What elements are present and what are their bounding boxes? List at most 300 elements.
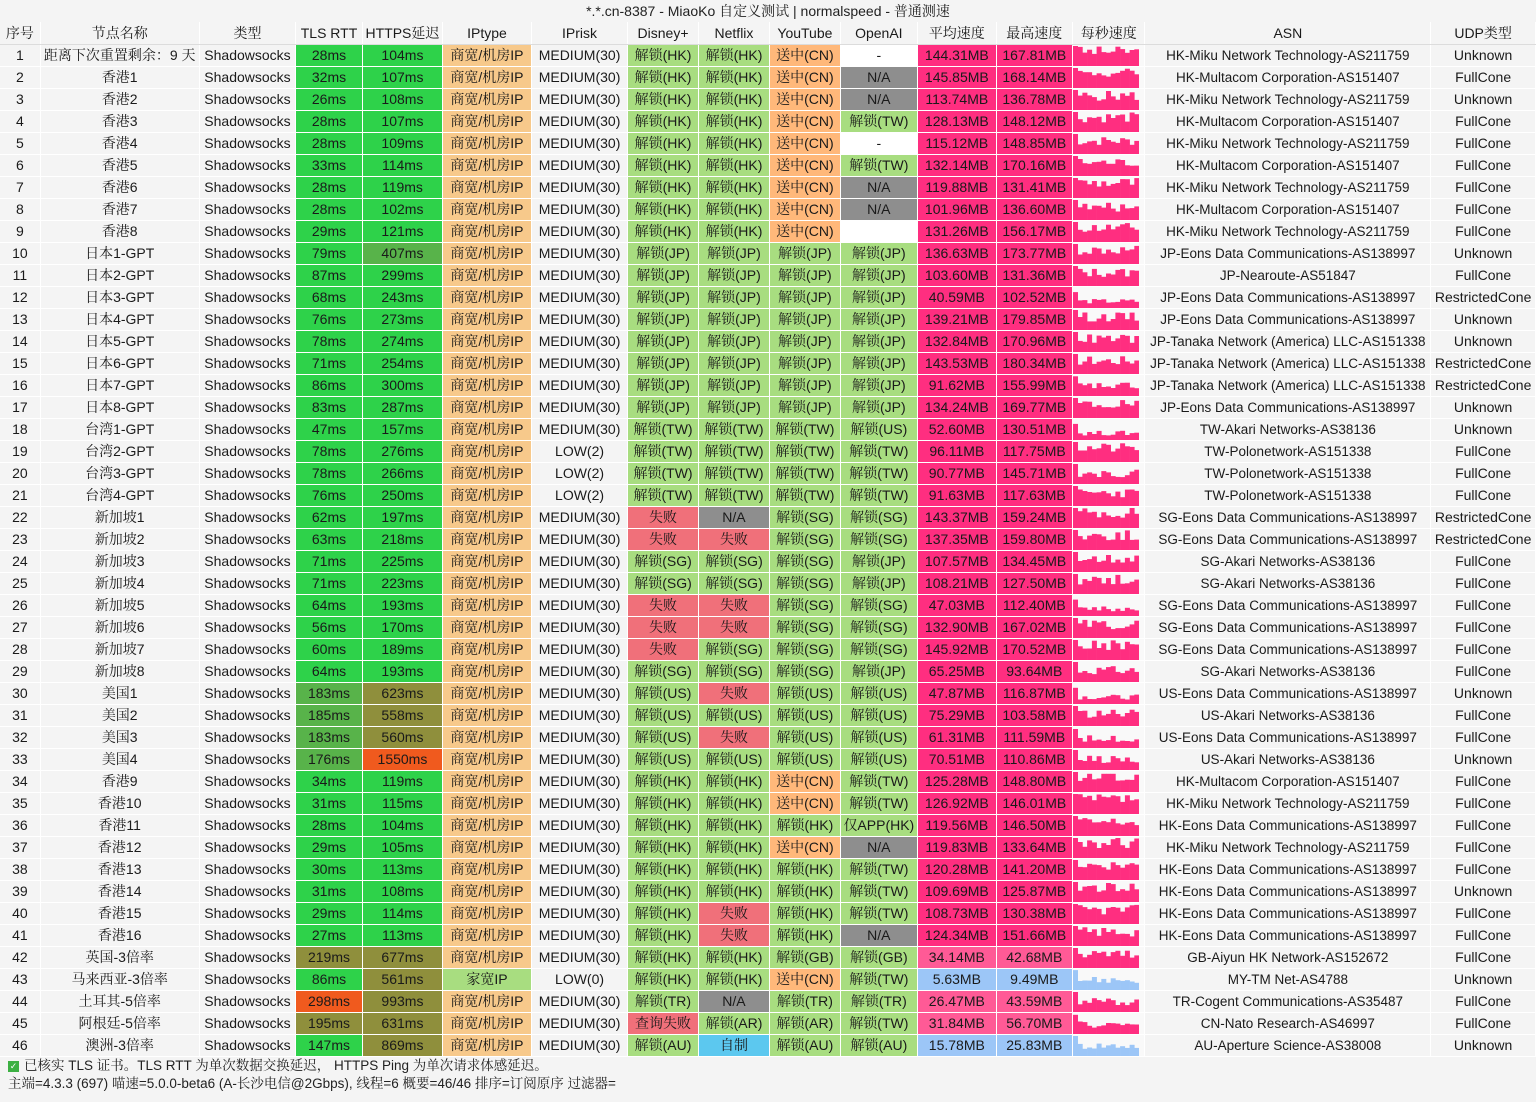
spark-bar: [1097, 534, 1102, 550]
col-per-second: 每秒速度: [1073, 22, 1145, 45]
spark-bar: [1101, 443, 1106, 461]
cell-index: 30: [0, 683, 40, 705]
cell-per-second-speed: [1073, 881, 1145, 903]
cell-udp-type: FullCone: [1431, 265, 1536, 287]
cell-node-type: Shadowsocks: [199, 771, 296, 793]
cell-iprisk: MEDIUM(30): [531, 683, 628, 705]
cell-https-delay: 560ms: [362, 727, 442, 749]
cell-node-type: Shadowsocks: [199, 441, 296, 463]
cell-tls-rtt: 68ms: [296, 287, 362, 309]
cell-node-type: Shadowsocks: [199, 155, 296, 177]
spark-bar: [1120, 562, 1125, 572]
cell-netflix-status: 解锁(HK): [698, 881, 769, 903]
spark-bar: [1130, 489, 1135, 506]
cell-max-speed: 159.80MB: [996, 529, 1072, 551]
cell-avg-speed: 119.83MB: [918, 837, 996, 859]
spark-bar: [1125, 404, 1130, 418]
cell-max-speed: 180.34MB: [996, 353, 1072, 375]
cell-youtube-status: 解锁(JP): [770, 265, 840, 287]
cell-disney-status: 解锁(HK): [628, 947, 698, 969]
spark-bar: [1125, 847, 1130, 857]
spark-bar: [1092, 75, 1097, 88]
cell-iptype: 商宽/机房IP: [443, 353, 532, 375]
cell-node-type: Shadowsocks: [199, 705, 296, 727]
speed-sparkline: [1073, 772, 1139, 792]
cell-disney-status: 解锁(HK): [628, 45, 698, 67]
cell-https-delay: 273ms: [362, 309, 442, 331]
cell-youtube-status: 解锁(HK): [770, 903, 840, 925]
spark-bar: [1082, 312, 1087, 330]
spark-bar: [1130, 50, 1135, 66]
spark-bar: [1082, 741, 1087, 747]
cell-avg-speed: 128.13MB: [918, 111, 996, 133]
cell-disney-status: 解锁(HK): [628, 111, 698, 133]
spark-bar: [1082, 619, 1087, 637]
cell-udp-type: RestrictedCone: [1431, 287, 1536, 309]
spark-bar: [1073, 772, 1078, 792]
cell-asn: HK-Miku Network Technology-AS211759: [1145, 133, 1431, 155]
spark-bar: [1115, 532, 1120, 550]
spark-bar: [1087, 609, 1092, 615]
table-row: [0, 199, 1536, 221]
cell-asn: US-Akari Networks-AS38136: [1145, 749, 1431, 771]
speed-sparkline: [1073, 816, 1139, 836]
cell-tls-rtt: 83ms: [296, 397, 362, 419]
cell-iprisk: MEDIUM(30): [531, 353, 628, 375]
spark-bar: [1115, 253, 1120, 264]
spark-bar: [1092, 699, 1097, 704]
cell-iptype: 商宽/机房IP: [443, 463, 532, 485]
spark-bar: [1134, 762, 1139, 770]
cell-avg-speed: 126.92MB: [918, 793, 996, 815]
spark-bar: [1120, 443, 1125, 462]
cell-disney-status: 解锁(TW): [628, 419, 698, 441]
spark-bar: [1082, 122, 1087, 132]
spark-bar: [1101, 160, 1106, 175]
spark-bar: [1111, 795, 1116, 814]
cell-tls-rtt: 64ms: [296, 661, 362, 683]
cell-https-delay: 561ms: [362, 969, 442, 991]
spark-bar: [1092, 977, 1097, 990]
cell-max-speed: 146.01MB: [996, 793, 1072, 815]
spark-bar: [1097, 778, 1102, 792]
cell-youtube-status: 送中(CN): [770, 45, 840, 67]
spark-bar: [1125, 980, 1130, 990]
cell-node-name: 香港10: [40, 793, 199, 815]
spark-bar: [1078, 866, 1083, 879]
cell-per-second-speed: [1073, 375, 1145, 397]
spark-bar: [1087, 432, 1092, 440]
spark-bar: [1073, 552, 1078, 572]
cell-max-speed: 42.68MB: [996, 947, 1072, 969]
cell-https-delay: 631ms: [362, 1013, 442, 1035]
cell-tls-rtt: 30ms: [296, 859, 362, 881]
cell-https-delay: 623ms: [362, 683, 442, 705]
cell-avg-speed: 115.12MB: [918, 133, 996, 155]
spark-bar: [1111, 252, 1116, 264]
spark-bar: [1125, 583, 1130, 594]
speedtest-table: [0, 22, 1536, 1057]
spark-bar: [1073, 442, 1078, 462]
spark-bar: [1125, 713, 1130, 726]
spark-bar: [1115, 99, 1120, 109]
cell-tls-rtt: 176ms: [296, 749, 362, 771]
cell-node-type: Shadowsocks: [199, 595, 296, 617]
table-row: [0, 287, 1536, 309]
spark-bar: [1092, 205, 1097, 219]
speed-sparkline: [1073, 926, 1139, 946]
cell-iptype: 商宽/机房IP: [443, 837, 532, 859]
cell-node-type: Shadowsocks: [199, 529, 296, 551]
cell-udp-type: FullCone: [1431, 463, 1536, 485]
spark-bar: [1115, 72, 1120, 87]
cell-max-speed: 131.41MB: [996, 177, 1072, 199]
spark-bar: [1125, 670, 1130, 681]
spark-bar: [1101, 1047, 1106, 1055]
cell-index: 16: [0, 375, 40, 397]
spark-bar: [1073, 398, 1078, 418]
cell-per-second-speed: [1073, 155, 1145, 177]
spark-bar: [1134, 620, 1139, 637]
cell-openai-status: 解锁(JP): [840, 331, 917, 353]
cell-index: 36: [0, 815, 40, 837]
spark-bar: [1101, 122, 1106, 132]
spark-bar: [1092, 716, 1097, 725]
cell-max-speed: 134.45MB: [996, 551, 1072, 573]
spark-bar: [1130, 561, 1135, 572]
speed-sparkline: [1073, 112, 1139, 132]
spark-bar: [1111, 434, 1116, 439]
cell-node-type: Shadowsocks: [199, 309, 296, 331]
cell-tls-rtt: 71ms: [296, 573, 362, 595]
cell-iptype: 商宽/机房IP: [443, 947, 532, 969]
spark-bar: [1092, 473, 1097, 483]
spark-bar: [1097, 822, 1102, 836]
spark-bar: [1111, 208, 1116, 219]
cell-netflix-status: 失败: [698, 925, 769, 947]
cell-youtube-status: 送中(CN): [770, 89, 840, 111]
spark-bar: [1125, 607, 1130, 615]
spark-bar: [1125, 864, 1130, 879]
spark-bar: [1111, 584, 1116, 594]
cell-tls-rtt: 195ms: [296, 1013, 362, 1035]
spark-bar: [1087, 954, 1092, 967]
cell-index: 17: [0, 397, 40, 419]
cell-per-second-speed: [1073, 793, 1145, 815]
cell-iptype: 家宽IP: [443, 969, 532, 991]
cell-disney-status: 解锁(JP): [628, 243, 698, 265]
cell-openai-status: 解锁(JP): [840, 353, 917, 375]
cell-https-delay: 102ms: [362, 199, 442, 221]
cell-per-second-speed: [1073, 441, 1145, 463]
cell-netflix-status: 解锁(HK): [698, 837, 769, 859]
spark-bar: [1120, 382, 1125, 395]
cell-max-speed: 136.60MB: [996, 199, 1072, 221]
cell-tls-rtt: 86ms: [296, 375, 362, 397]
speed-sparkline: [1073, 882, 1139, 902]
cell-avg-speed: 143.53MB: [918, 353, 996, 375]
spark-bar: [1125, 626, 1130, 637]
cell-iptype: 商宽/机房IP: [443, 529, 532, 551]
cell-iprisk: MEDIUM(30): [531, 221, 628, 243]
spark-bar: [1115, 643, 1120, 660]
spark-bar: [1073, 156, 1078, 176]
cell-https-delay: 157ms: [362, 419, 442, 441]
spark-bar: [1087, 117, 1092, 132]
cell-max-speed: 111.59MB: [996, 727, 1072, 749]
spark-bar: [1097, 848, 1102, 858]
cell-youtube-status: 解锁(GB): [770, 947, 840, 969]
cell-netflix-status: 解锁(JP): [698, 243, 769, 265]
spark-bar: [1078, 95, 1083, 109]
spark-bar: [1073, 530, 1078, 550]
spark-bar: [1130, 208, 1135, 220]
spark-bar: [1082, 560, 1087, 572]
spark-bar: [1111, 118, 1116, 132]
cell-youtube-status: 解锁(SG): [770, 573, 840, 595]
spark-bar: [1078, 511, 1083, 528]
cell-youtube-status: 解锁(HK): [770, 859, 840, 881]
cell-udp-type: FullCone: [1431, 991, 1536, 1013]
cell-max-speed: 148.85MB: [996, 133, 1072, 155]
speed-sparkline: [1073, 244, 1139, 264]
spark-bar: [1101, 75, 1106, 88]
cell-https-delay: 218ms: [362, 529, 442, 551]
spark-bar: [1115, 796, 1120, 814]
cell-iprisk: MEDIUM(30): [531, 133, 628, 155]
spark-bar: [1082, 927, 1087, 946]
cell-avg-speed: 91.62MB: [918, 375, 996, 397]
cell-udp-type: FullCone: [1431, 837, 1536, 859]
spark-bar: [1106, 822, 1111, 836]
cell-node-name: 阿根廷-5倍率: [40, 1013, 199, 1035]
table-row: [0, 485, 1536, 507]
cell-disney-status: 解锁(HK): [628, 793, 698, 815]
spark-bar: [1111, 388, 1116, 396]
spark-bar: [1106, 762, 1111, 770]
cell-per-second-speed: [1073, 991, 1145, 1013]
cell-iptype: 商宽/机房IP: [443, 265, 532, 287]
cell-udp-type: Unknown: [1431, 243, 1536, 265]
speed-sparkline: [1073, 1014, 1139, 1034]
cell-index: 4: [0, 111, 40, 133]
cell-netflix-status: N/A: [698, 991, 769, 1013]
spark-bar: [1120, 70, 1125, 87]
cell-index: 22: [0, 507, 40, 529]
cell-disney-status: 失败: [628, 617, 698, 639]
cell-index: 33: [0, 749, 40, 771]
cell-iprisk: MEDIUM(30): [531, 397, 628, 419]
cell-netflix-status: 解锁(HK): [698, 155, 769, 177]
cell-youtube-status: 送中(CN): [770, 133, 840, 155]
cell-index: 31: [0, 705, 40, 727]
cell-udp-type: FullCone: [1431, 67, 1536, 89]
spark-bar: [1087, 735, 1092, 748]
cell-max-speed: 25.83MB: [996, 1035, 1072, 1057]
cell-iprisk: MEDIUM(30): [531, 859, 628, 881]
spark-bar: [1120, 477, 1125, 484]
cell-iprisk: MEDIUM(30): [531, 331, 628, 353]
spark-bar: [1130, 841, 1135, 858]
spark-bar: [1134, 320, 1139, 329]
spark-bar: [1082, 907, 1087, 924]
spark-bar: [1111, 1023, 1116, 1034]
spark-bar: [1073, 222, 1078, 242]
cell-iprisk: MEDIUM(30): [531, 45, 628, 67]
cell-node-type: Shadowsocks: [199, 177, 296, 199]
speed-sparkline: [1073, 156, 1139, 176]
spark-bar: [1106, 202, 1111, 219]
speed-sparkline: [1073, 442, 1139, 462]
cell-index: 43: [0, 969, 40, 991]
cell-disney-status: 解锁(HK): [628, 903, 698, 925]
cell-node-type: Shadowsocks: [199, 749, 296, 771]
cell-avg-speed: 40.59MB: [918, 287, 996, 309]
spark-bar: [1106, 273, 1111, 286]
spark-bar: [1130, 936, 1135, 946]
speed-sparkline: [1073, 552, 1139, 572]
cell-max-speed: 170.52MB: [996, 639, 1072, 661]
spark-bar: [1106, 555, 1111, 572]
spark-bar: [1115, 823, 1120, 836]
cell-avg-speed: 137.35MB: [918, 529, 996, 551]
cell-max-speed: 170.16MB: [996, 155, 1072, 177]
spark-bar: [1078, 536, 1083, 550]
cell-openai-status: 解锁(TW): [840, 441, 917, 463]
cell-udp-type: RestrictedCone: [1431, 375, 1536, 397]
speed-sparkline: [1073, 68, 1139, 88]
spark-bar: [1082, 1000, 1087, 1011]
cell-iprisk: MEDIUM(30): [531, 1035, 628, 1057]
spark-bar: [1092, 363, 1097, 373]
spark-bar: [1106, 649, 1111, 659]
cell-disney-status: 解锁(HK): [628, 155, 698, 177]
cell-youtube-status: 解锁(HK): [770, 881, 840, 903]
spark-bar: [1097, 517, 1102, 528]
spark-bar: [1106, 609, 1111, 616]
spark-bar: [1082, 180, 1087, 197]
spark-bar: [1115, 226, 1120, 242]
cell-netflix-status: 自制: [698, 1035, 769, 1057]
cell-index: 6: [0, 155, 40, 177]
table-row: [0, 529, 1536, 551]
cell-iprisk: LOW(2): [531, 485, 628, 507]
cell-https-delay: 170ms: [362, 617, 442, 639]
cell-disney-status: 解锁(HK): [628, 67, 698, 89]
spark-bar: [1134, 774, 1139, 791]
spark-bar: [1134, 694, 1139, 703]
cell-per-second-speed: [1073, 463, 1145, 485]
cell-youtube-status: 解锁(JP): [770, 397, 840, 419]
spark-bar: [1101, 951, 1106, 967]
spark-bar: [1087, 383, 1092, 396]
spark-bar: [1115, 891, 1120, 902]
cell-tls-rtt: 185ms: [296, 705, 362, 727]
spark-bar: [1097, 186, 1102, 198]
cell-netflix-status: 解锁(HK): [698, 859, 769, 881]
cell-openai-status: 解锁(SG): [840, 507, 917, 529]
cell-https-delay: 104ms: [362, 45, 442, 67]
spark-bar: [1134, 360, 1139, 374]
cell-youtube-status: 解锁(SG): [770, 507, 840, 529]
cell-netflix-status: 解锁(SG): [698, 573, 769, 595]
table-row: [0, 573, 1536, 595]
spark-bar: [1087, 535, 1092, 549]
cell-index: 3: [0, 89, 40, 111]
cell-index: 18: [0, 419, 40, 441]
spark-bar: [1115, 384, 1120, 395]
cell-tls-rtt: 34ms: [296, 771, 362, 793]
cell-asn: HK-Eons Data Communications-AS138997: [1145, 815, 1431, 837]
cell-disney-status: 解锁(HK): [628, 925, 698, 947]
cell-per-second-speed: [1073, 111, 1145, 133]
cell-asn: JP-Eons Data Communications-AS138997: [1145, 397, 1431, 419]
speed-sparkline: [1073, 706, 1139, 726]
speed-sparkline: [1073, 970, 1139, 990]
cell-index: 39: [0, 881, 40, 903]
spark-bar: [1130, 270, 1135, 286]
cell-udp-type: FullCone: [1431, 903, 1536, 925]
spark-bar: [1134, 301, 1139, 307]
spark-bar: [1115, 491, 1120, 505]
cell-per-second-speed: [1073, 947, 1145, 969]
spark-bar: [1082, 163, 1087, 176]
table-row: [0, 463, 1536, 485]
cell-iptype: 商宽/机房IP: [443, 551, 532, 573]
cell-avg-speed: 34.14MB: [918, 947, 996, 969]
spark-bar: [1130, 342, 1135, 351]
spark-bar: [1120, 1046, 1125, 1056]
spark-bar: [1073, 464, 1078, 484]
spark-bar: [1073, 750, 1078, 770]
cell-openai-status: 解锁(JP): [840, 265, 917, 287]
spark-bar: [1115, 780, 1120, 791]
cell-avg-speed: 119.88MB: [918, 177, 996, 199]
spark-bar: [1125, 276, 1130, 286]
spark-bar: [1130, 227, 1135, 242]
cell-per-second-speed: [1073, 331, 1145, 353]
cell-netflix-status: 解锁(SG): [698, 661, 769, 683]
spark-bar: [1073, 926, 1078, 946]
spark-bar: [1073, 1036, 1078, 1056]
spark-bar: [1130, 299, 1135, 307]
spark-bar: [1134, 1047, 1139, 1055]
cell-asn: MY-TM Net-AS4788: [1145, 969, 1431, 991]
spark-bar: [1078, 383, 1083, 396]
cell-index: 26: [0, 595, 40, 617]
cell-avg-speed: 132.90MB: [918, 617, 996, 639]
cell-youtube-status: 解锁(JP): [770, 375, 840, 397]
spark-bar: [1078, 623, 1083, 638]
spark-bar: [1073, 794, 1078, 814]
cell-per-second-speed: [1073, 661, 1145, 683]
cell-openai-status: 解锁(TW): [840, 969, 917, 991]
table-header: [0, 22, 1536, 45]
cell-avg-speed: 15.78MB: [918, 1035, 996, 1057]
spark-bar: [1115, 628, 1120, 638]
spark-bar: [1125, 741, 1130, 748]
cell-node-type: Shadowsocks: [199, 89, 296, 111]
cell-youtube-status: 送中(CN): [770, 199, 840, 221]
cell-node-name: 香港12: [40, 837, 199, 859]
cell-per-second-speed: [1073, 199, 1145, 221]
cell-disney-status: 解锁(SG): [628, 661, 698, 683]
cell-udp-type: Unknown: [1431, 89, 1536, 111]
spark-bar: [1120, 867, 1125, 879]
cell-per-second-speed: [1073, 771, 1145, 793]
cell-node-type: Shadowsocks: [199, 969, 296, 991]
spark-bar: [1101, 253, 1106, 263]
